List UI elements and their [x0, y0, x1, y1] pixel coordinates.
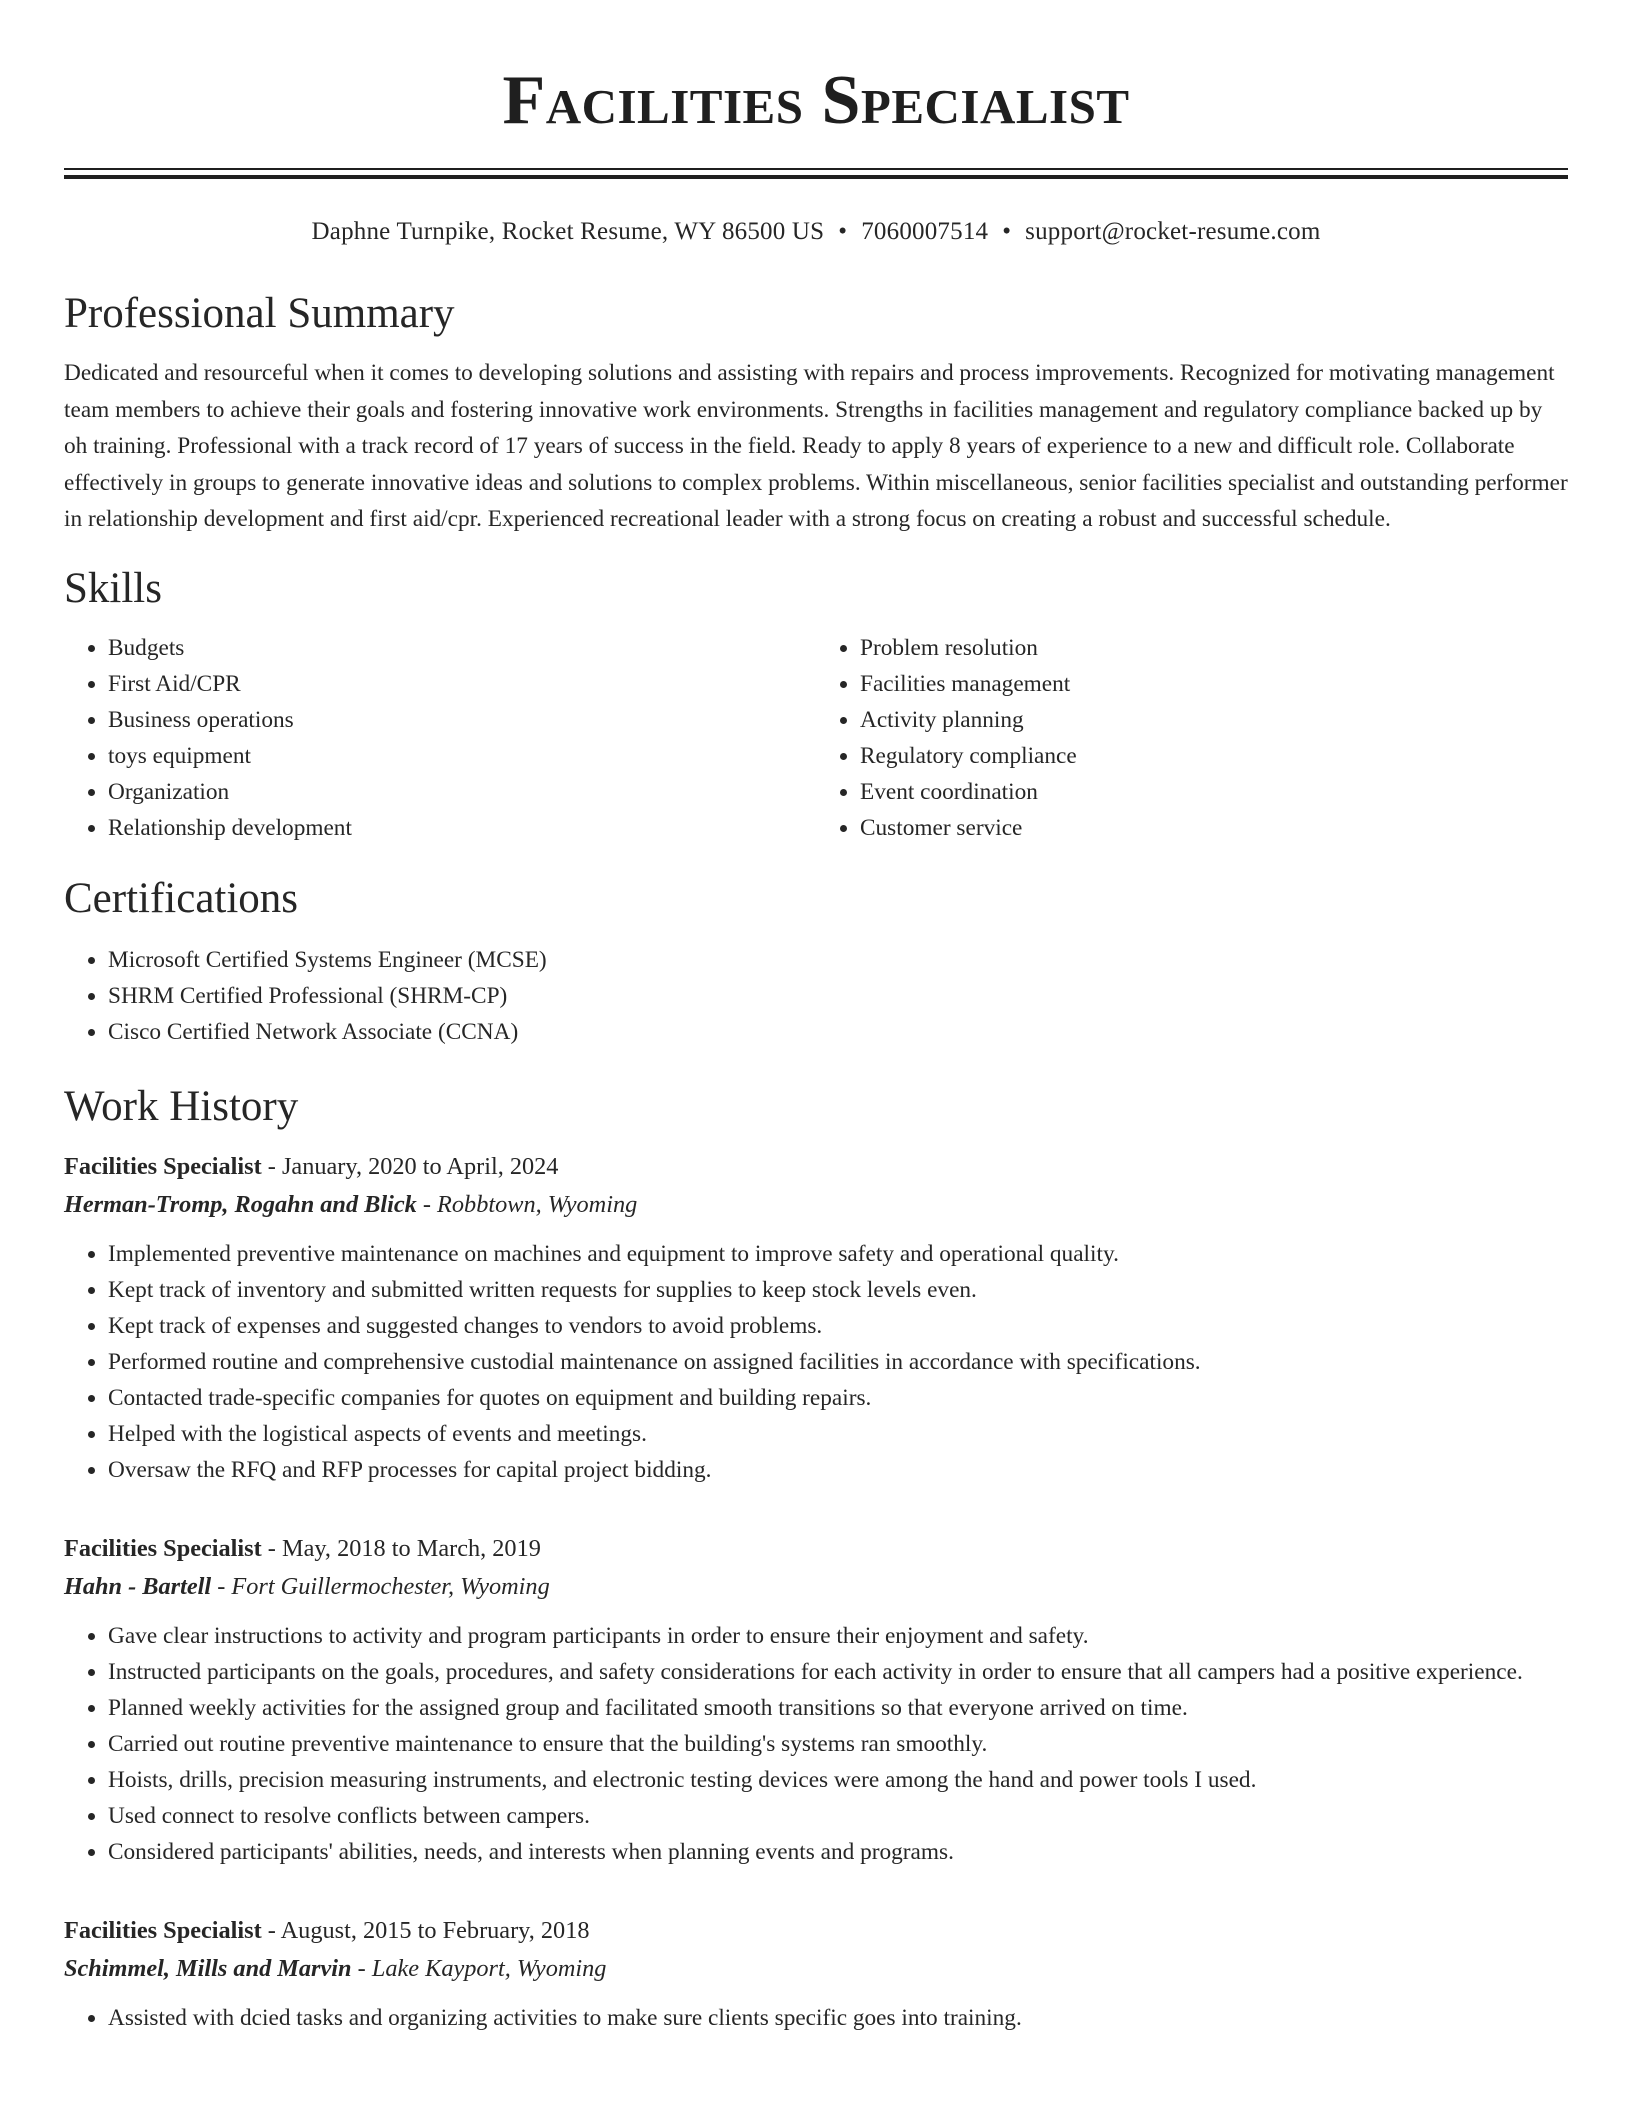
job-bullet: • Planned weekly activities for the assigned group and facilitated smooth transitions so that everyone arrived on time.: [108, 1690, 1568, 1726]
contact-separator: •: [1002, 218, 1012, 245]
job-title-line: [64, 1148, 1568, 1186]
skill-item: • Activity planning: [860, 702, 1568, 738]
job-company: Herman-Tromp, Rogahn and Blick: [64, 1190, 417, 1218]
job-bullet: • Helped with the logistical aspects of events and meetings.: [108, 1416, 1568, 1452]
job-bullet: • Carried out routine preventive maintenance to ensure that the building's systems ran smoothly.: [108, 1726, 1568, 1762]
contact-phone: 7060007514: [861, 218, 989, 245]
skill-item: • Relationship development: [108, 810, 816, 846]
job-bullet: • Kept track of expenses and suggested changes to vendors to avoid problems.: [108, 1308, 1568, 1344]
summary-section: [64, 287, 1568, 538]
job-company-line: [64, 1568, 1568, 1606]
job-bullet: • Assisted with dcied tasks and organizing activities to make sure clients specific goes into training.: [108, 2000, 1568, 2036]
job-bullets: [64, 1618, 1568, 1870]
contact-separator: •: [838, 218, 848, 245]
skill-item: • Organization: [108, 774, 816, 810]
certifications-heading: Certifications: [64, 874, 299, 922]
skills-heading: Skills: [64, 564, 162, 612]
job-bullet: • Gave clear instructions to activity and program participants in order to ensure their enjoyment and safety.: [108, 1618, 1568, 1654]
job-location: - Robbtown, Wyoming: [416, 1190, 638, 1218]
summary-text: Dedicated and resourceful when it comes to developing solutions and assisting with repairs and process improvements. Recognized for motivating management team members to achieve their goals and fostering innovative work environments. Strengths in facilities management and regulatory compliance backed up by oh training. Professional with a track record of 17 years of success in the field. Ready to apply 8 years of experience to a new and difficult role. Collaborate effectively in groups to generate innovative ideas and solutions to complex problems. Within miscellaneous, senior facilities specialist and outstanding performer in relationship development and first aid/cpr. Experienced recreational leader with a strong focus on creating a robust and successful schedule.: [64, 360, 1568, 532]
job-title: Facilities Specialist: [64, 1534, 262, 1562]
certification-item: • Microsoft Certified Systems Engineer (MCSE): [108, 942, 1568, 978]
job-dates: - August, 2015 to February, 2018: [261, 1916, 590, 1944]
job-dates: - January, 2020 to April, 2024: [261, 1152, 559, 1180]
job-entry: [64, 1912, 1568, 2036]
job-company-line: [64, 1186, 1568, 1224]
certification-item: • SHRM Certified Professional (SHRM-CP): [108, 978, 1568, 1014]
job-bullets: [64, 1236, 1568, 1488]
contact-address: Daphne Turnpike, Rocket Resume, WY 86500 US: [311, 218, 825, 245]
contact-line: [64, 215, 1568, 249]
title-divider-thin: [64, 168, 1568, 170]
job-company: Hahn - Bartell: [64, 1572, 212, 1600]
skill-item: • toys equipment: [108, 738, 816, 774]
contact-email: support@rocket-resume.com: [1025, 218, 1321, 245]
skill-item: • Budgets: [108, 630, 816, 666]
resume-page: [64, 0, 1568, 2036]
job-dates: - May, 2018 to March, 2019: [261, 1534, 541, 1562]
title-divider-thick: [64, 175, 1568, 179]
certifications-section: [64, 872, 1568, 1050]
skills-columns: [64, 630, 1568, 846]
skill-item: • First Aid/CPR: [108, 666, 816, 702]
skill-item: • Customer service: [860, 810, 1568, 846]
work-history-heading: Work History: [64, 1082, 299, 1130]
job-entry: [64, 1530, 1568, 1870]
job-bullet: • Implemented preventive maintenance on machines and equipment to improve safety and operational quality.: [108, 1236, 1568, 1272]
summary-heading: Professional Summary: [64, 290, 455, 337]
job-title-line: [64, 1530, 1568, 1568]
skill-item: • Event coordination: [860, 774, 1568, 810]
job-bullet: • Performed routine and comprehensive custodial maintenance on assigned facilities in accordance with specifications.: [108, 1344, 1568, 1380]
skills-list-right: [816, 630, 1568, 846]
job-bullet: • Contacted trade-specific companies for quotes on equipment and building repairs.: [108, 1380, 1568, 1416]
job-bullets: [64, 2000, 1568, 2036]
certifications-list: [64, 942, 1568, 1050]
skill-item: • Problem resolution: [860, 630, 1568, 666]
job-bullet: • Used connect to resolve conflicts between campers.: [108, 1798, 1568, 1834]
job-company: Schimmel, Mills and Marvin: [64, 1954, 352, 1982]
skills-section: [64, 562, 1568, 846]
work-history-section: [64, 1080, 1568, 2036]
job-title: Facilities Specialist: [64, 1152, 262, 1180]
skill-item: • Business operations: [108, 702, 816, 738]
resume-title: Facilities Specialist: [502, 62, 1130, 139]
skills-list-left: [64, 630, 816, 846]
job-bullet: • Oversaw the RFQ and RFP processes for capital project bidding.: [108, 1452, 1568, 1488]
job-title: Facilities Specialist: [64, 1916, 262, 1944]
job-entry: [64, 1148, 1568, 1488]
job-company-line: [64, 1950, 1568, 1988]
certification-item: • Cisco Certified Network Associate (CCNA): [108, 1014, 1568, 1050]
skill-item: • Facilities management: [860, 666, 1568, 702]
job-bullet: • Considered participants' abilities, needs, and interests when planning events and programs.: [108, 1834, 1568, 1870]
job-location: - Lake Kayport, Wyoming: [351, 1954, 607, 1982]
job-bullet: • Instructed participants on the goals, procedures, and safety considerations for each activity in order to ensure that all campers had a positive experience.: [108, 1654, 1568, 1690]
skill-item: • Regulatory compliance: [860, 738, 1568, 774]
job-bullet: • Kept track of inventory and submitted written requests for supplies to keep stock levels even.: [108, 1272, 1568, 1308]
job-location: - Fort Guillermochester, Wyoming: [211, 1572, 550, 1600]
job-title-line: [64, 1912, 1568, 1950]
job-bullet: • Hoists, drills, precision measuring instruments, and electronic testing devices were among the hand and power tools I used.: [108, 1762, 1568, 1798]
